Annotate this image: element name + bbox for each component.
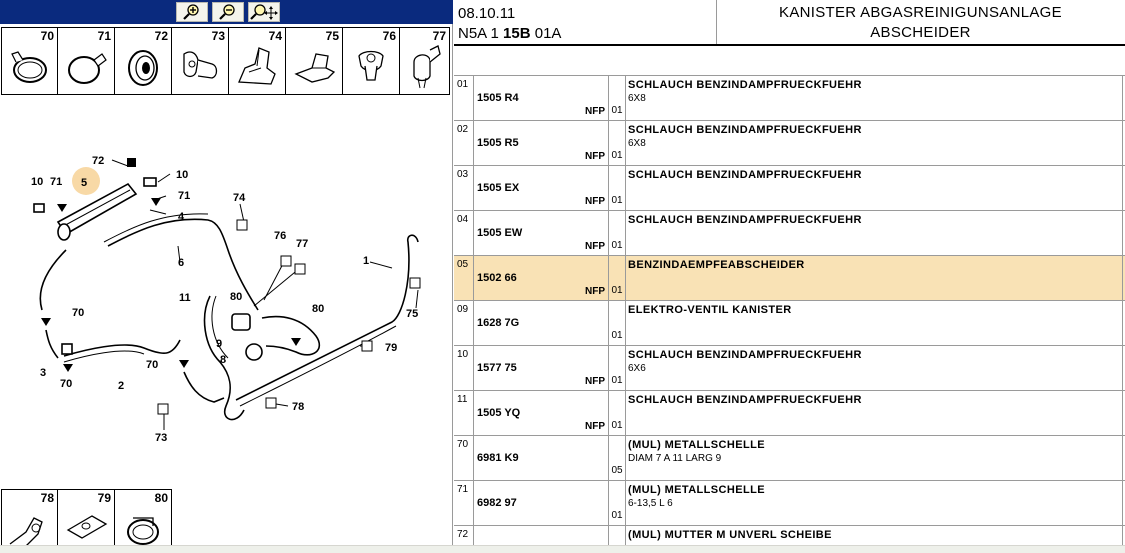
- part-number[interactable]: 1505 EX: [477, 182, 520, 194]
- part-reference-cell: [474, 301, 609, 346]
- part-name: SCHLAUCH BENZINDAMPFRUECKFUEHR: [628, 214, 862, 226]
- parts-table-row[interactable]: [454, 346, 1125, 391]
- part-reference-cell: [474, 256, 609, 301]
- nfp-flag: NFP: [585, 241, 605, 252]
- thumbnail-80[interactable]: [115, 489, 172, 553]
- part-description-cell: [626, 436, 1123, 481]
- row-index: 05: [454, 256, 474, 301]
- diagram-label: 80: [230, 291, 243, 303]
- quantity: 01: [609, 346, 626, 391]
- part-reference-cell: [474, 481, 609, 526]
- part-spec: 6X8: [628, 93, 646, 104]
- diagram-label: 3: [40, 367, 47, 379]
- zoom-in-button[interactable]: [176, 2, 208, 22]
- exploded-parts-diagram: [0, 120, 453, 480]
- clip-bracket-icon: [292, 42, 338, 90]
- diagram-label: 74: [233, 192, 246, 204]
- page-title: [718, 3, 1123, 43]
- header-spacer: [454, 46, 1125, 76]
- diagram-label: 76: [274, 230, 287, 242]
- diagram-label: 70: [60, 378, 73, 390]
- parts-table-row[interactable]: [454, 121, 1125, 166]
- hose-clamp-icon: [8, 42, 54, 90]
- parts-table-row[interactable]: [454, 211, 1125, 256]
- quantity: 05: [609, 436, 626, 481]
- part-name: SCHLAUCH BENZINDAMPFRUECKFUEHR: [628, 394, 862, 406]
- row-index: 70: [454, 436, 474, 481]
- diagram-label: 4: [178, 211, 185, 223]
- pipe-clip-icon: [406, 42, 446, 90]
- part-number[interactable]: 1577 75: [477, 362, 517, 374]
- diagram-label: 77: [296, 238, 309, 250]
- zoom-move-icon: [250, 4, 278, 20]
- group-code-suffix: 01A: [530, 25, 562, 42]
- part-description-cell: [626, 481, 1123, 526]
- part-reference-cell: [474, 346, 609, 391]
- part-reference-cell: [474, 211, 609, 256]
- pipe-clip-icon: [178, 42, 224, 90]
- diagram-label: 80: [312, 303, 325, 315]
- nfp-flag: NFP: [585, 421, 605, 432]
- thumbnail-number: 80: [154, 491, 168, 505]
- page-title-line1: KANISTER ABGASREINIGUNSANLAGE: [779, 4, 1062, 21]
- part-description-cell: [626, 391, 1123, 436]
- part-number[interactable]: 6982 97: [477, 497, 517, 509]
- parts-table-row[interactable]: [454, 166, 1125, 211]
- thumbnail-72[interactable]: [115, 27, 172, 95]
- row-index: 01: [454, 76, 474, 121]
- diagram-label: 73: [155, 432, 168, 444]
- diagram-label: 5: [81, 177, 88, 189]
- part-number[interactable]: 1628 7G: [477, 317, 520, 329]
- parts-list-pane: [454, 0, 1125, 553]
- diagram-label: 78: [292, 401, 305, 413]
- quantity: 01: [609, 166, 626, 211]
- row-index: 10: [454, 346, 474, 391]
- part-spec: 6-13,5 L 6: [628, 498, 673, 509]
- zoom-out-button[interactable]: [212, 2, 244, 22]
- group-code: [458, 25, 561, 42]
- quantity: 01: [609, 211, 626, 256]
- nfp-flag: NFP: [585, 106, 605, 117]
- part-spec: DIAM 7 A 11 LARG 9: [628, 453, 722, 464]
- part-spec: 6X8: [628, 138, 646, 149]
- thumbnail-number: 76: [382, 29, 396, 43]
- part-reference-cell: [474, 76, 609, 121]
- row-index: 09: [454, 301, 474, 346]
- part-description-cell: [626, 301, 1123, 346]
- part-reference-cell: [474, 166, 609, 211]
- thumbnail-number: 70: [40, 29, 54, 43]
- row-index: 72: [454, 526, 474, 553]
- quantity: 01: [609, 76, 626, 121]
- nfp-flag: NFP: [585, 376, 605, 387]
- part-description-cell: [626, 346, 1123, 391]
- part-number[interactable]: 1505 EW: [477, 227, 523, 239]
- accessory-thumbnail-row: [1, 27, 450, 95]
- diagram-label: 11: [179, 292, 191, 304]
- thumbnail-77[interactable]: [400, 27, 450, 95]
- diagram-label: 75: [406, 308, 419, 320]
- thumbnail-number: 71: [97, 29, 111, 43]
- part-number[interactable]: 1505 YQ: [477, 407, 521, 419]
- part-name: SCHLAUCH BENZINDAMPFRUECKFUEHR: [628, 124, 862, 136]
- part-description-cell: [626, 76, 1123, 121]
- group-code-bold: 15B: [503, 25, 531, 42]
- thumbnail-number: 72: [154, 29, 168, 43]
- zoom-in-icon: [181, 4, 203, 20]
- part-description-cell: [626, 256, 1123, 301]
- diagram-label: 9: [216, 338, 223, 350]
- catalog-date: 08.10.11: [458, 5, 516, 22]
- diagram-label: 79: [385, 342, 398, 354]
- part-description-cell: [626, 211, 1123, 256]
- row-index: 03: [454, 166, 474, 211]
- part-reference-cell: [474, 436, 609, 481]
- quantity: 01: [609, 121, 626, 166]
- part-spec: 6X6: [628, 363, 646, 374]
- nfp-flag: NFP: [585, 151, 605, 162]
- thumbnail-73[interactable]: [172, 27, 229, 95]
- part-name: ELEKTRO-VENTIL KANISTER: [628, 304, 792, 316]
- diagram-label: 1: [363, 255, 370, 267]
- row-index: 11: [454, 391, 474, 436]
- part-name: BENZINDAEMPFEABSCHEIDER: [628, 259, 805, 271]
- row-index: 02: [454, 121, 474, 166]
- nut-washer-icon: [121, 42, 167, 90]
- quantity: 01: [609, 391, 626, 436]
- diagram-label: 70: [72, 307, 85, 319]
- parts-table-row[interactable]: [454, 76, 1125, 121]
- part-name: (MUL) MUTTER M UNVERL SCHEIBE: [628, 529, 832, 541]
- diagram-label: 6: [178, 257, 185, 269]
- thumbnail-number: 79: [97, 491, 111, 505]
- group-code-prefix: N5A 1: [458, 25, 504, 42]
- thumbnail-number: 74: [268, 29, 282, 43]
- part-name: (MUL) METALLSCHELLE: [628, 439, 765, 451]
- parts-table-row[interactable]: [454, 391, 1125, 436]
- zoom-out-icon: [217, 4, 239, 20]
- status-strip: [0, 545, 1125, 553]
- part-number[interactable]: 1505 R5: [477, 137, 519, 149]
- diagram-label: 10: [31, 176, 44, 188]
- diagram-label: 2: [118, 380, 125, 392]
- quantity: 01: [609, 256, 626, 301]
- zoom-toolbar: [0, 0, 453, 24]
- part-description-cell: [626, 121, 1123, 166]
- row-index: 04: [454, 211, 474, 256]
- thumbnail-number: 77: [432, 29, 446, 43]
- thumbnail-number: 78: [40, 491, 54, 505]
- part-name: SCHLAUCH BENZINDAMPFRUECKFUEHR: [628, 79, 862, 91]
- nfp-flag: NFP: [585, 196, 605, 207]
- nfp-flag: NFP: [585, 286, 605, 297]
- diagram-pane: [0, 0, 453, 553]
- parts-table-row[interactable]: [454, 301, 1125, 346]
- part-number[interactable]: 1502 66: [477, 272, 517, 284]
- thumbnail-74[interactable]: [229, 27, 286, 95]
- thumbnail-number: 73: [211, 29, 225, 43]
- thumbnail-78[interactable]: [1, 489, 58, 553]
- diagram-label: 72: [92, 155, 105, 167]
- push-rivet-icon: [349, 42, 395, 90]
- part-reference-cell: [474, 121, 609, 166]
- diagram-label: 71: [178, 190, 191, 202]
- part-name: SCHLAUCH BENZINDAMPFRUECKFUEHR: [628, 349, 862, 361]
- parts-table-row[interactable]: [454, 436, 1125, 481]
- part-number[interactable]: 1505 R4: [477, 92, 519, 104]
- row-index: 71: [454, 481, 474, 526]
- part-number[interactable]: 6981 K9: [477, 452, 519, 464]
- hose-clamp-icon: [64, 42, 110, 90]
- diagram-label: 71: [50, 176, 63, 188]
- diagram-label: 10: [176, 169, 189, 181]
- part-description-cell: [626, 166, 1123, 211]
- clip-bracket-icon: [235, 42, 281, 90]
- accessory-thumbnail-row-bottom: [1, 489, 172, 553]
- page-title-line2: ABSCHEIDER: [870, 24, 971, 41]
- part-reference-cell: [474, 391, 609, 436]
- diagram-label: 70: [146, 359, 159, 371]
- parts-table-row[interactable]: [454, 256, 1125, 301]
- part-name: (MUL) METALLSCHELLE: [628, 484, 765, 496]
- thumbnail-71[interactable]: [58, 27, 115, 95]
- parts-table: [454, 76, 1125, 553]
- thumbnail-79[interactable]: [58, 489, 115, 553]
- header-divider: [716, 0, 717, 44]
- parts-header: [454, 0, 1125, 46]
- diagram-label: 8: [220, 354, 227, 366]
- quantity: 01: [609, 301, 626, 346]
- thumbnail-75[interactable]: [286, 27, 343, 95]
- parts-table-row[interactable]: [454, 481, 1125, 526]
- thumbnail-76[interactable]: [343, 27, 400, 95]
- thumbnail-number: 75: [325, 29, 339, 43]
- quantity: 01: [609, 481, 626, 526]
- zoom-fit-button[interactable]: [248, 2, 280, 22]
- thumbnail-70[interactable]: [1, 27, 58, 95]
- part-name: SCHLAUCH BENZINDAMPFRUECKFUEHR: [628, 169, 862, 181]
